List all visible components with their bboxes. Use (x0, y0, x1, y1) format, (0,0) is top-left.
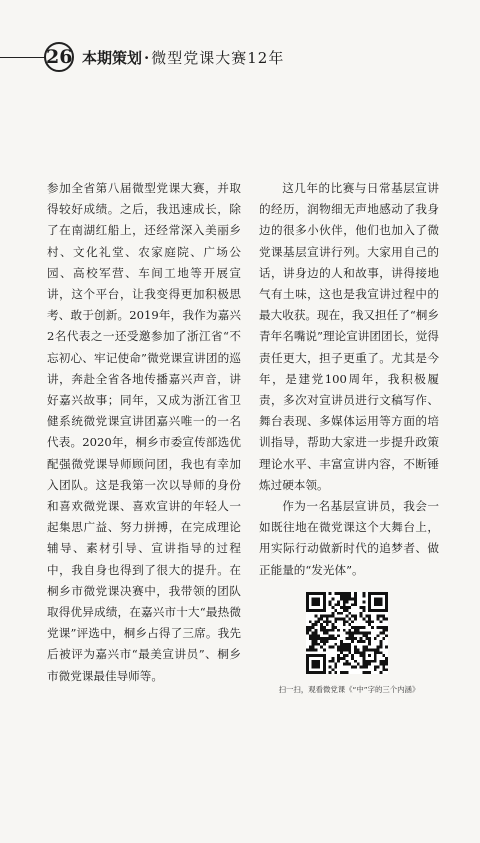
right-paragraph-2: 作为一名基层宣讲员，我会一如既往地在微党课这个大舞台上，用实际行动做新时代的追梦者、做正能量的“发光体”。 (259, 499, 439, 577)
left-paragraph: 参加全省第八届微型党课大赛，并取得较好成绩。之后，我迅速成长，除了在南湖红船上，还经常深入美丽乡村、文化礼堂、农家庭院、广场公园、高校军营、车间工地等开展宣讲，这个平台，让我变得更加积极思考、敢于创新。2019年，我作为嘉兴2名代表之一还受邀参加了浙江省“不忘初心、牢记使命”微党课宣讲团的巡讲，奔赴全省各地传播嘉兴声音，讲好嘉兴故事；同年，又成为浙江省卫健系统微党课宣讲团嘉兴唯一的一名代表。2020年，桐乡市委宣传部选优配强微党课导师顾问团，我也有幸加入团队。这是我第一次以导师的身份和喜欢微党课、喜欢宣讲的年轻人一起集思广益、努力拼搏，在完成理论辅导、素材引导、宣讲指导的过程中，我自身也得到了很大的提升。在桐乡市微党课决赛中，我带领的团队取得优异成绩，在嘉兴市十大“最热微党课”评选中，桐乡占得了三席。我先后被评为嘉兴市“最美宣讲员”、桐乡市微党课最佳导师等。 (47, 181, 241, 683)
qr-code-icon[interactable] (306, 592, 388, 674)
qr-caption: 扫一扫，观看微党课《“中”字的三个内涵》 (278, 685, 420, 694)
section-title (82, 47, 284, 68)
page-header (0, 36, 480, 76)
qr-code-graphic (306, 592, 388, 674)
right-paragraph-1: 这几年的比赛与日常基层宣讲的经历，润物细无声地感动了我身边的很多小伙伴，他们也加入了微党课基层宣讲行列。大家用自己的话，讲身边的人和故事，讲得接地气有土味，这也是我宣讲过程中的最大收获。现在，我又担任了“桐乡青年名嘴说”理论宣讲团团长，觉得责任更大，担子更重了。尤其是今年，是建党100周年，我积极履责，多次对宣讲员进行文稿写作、舞台表现、多媒体运用等方面的培训指导，帮助大家进一步提升政策理论水平、丰富宣讲内容，不断锤炼过硬本领。 (259, 181, 439, 492)
header-rule (0, 57, 48, 58)
left-column (47, 178, 241, 687)
section-label: 本期策划 (82, 49, 143, 67)
page-number: 26 (44, 42, 74, 72)
right-column (259, 178, 439, 581)
section-separator: · (144, 49, 150, 67)
section-subtitle: 微型党课大赛12年 (151, 49, 285, 67)
